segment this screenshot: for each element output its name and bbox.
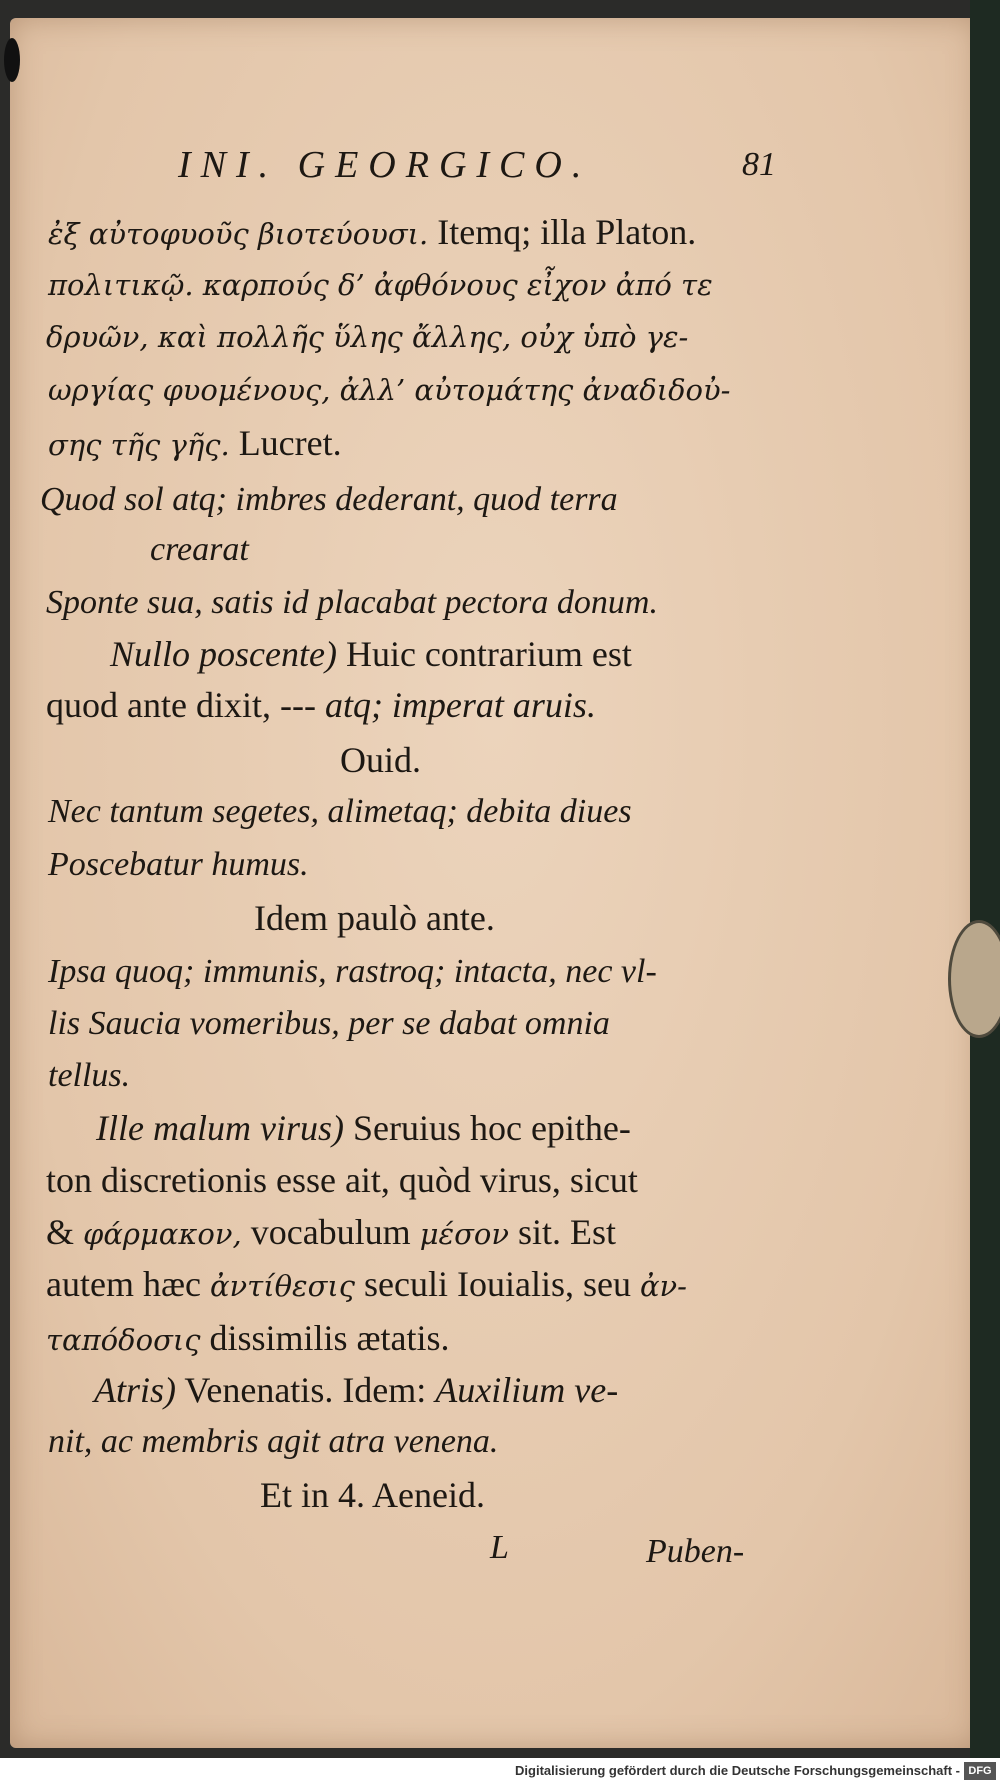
greek-line: ωργίας φυομένους, ἀλλ’ αὐτομάτης ἀναδιδοὐ- [48,373,731,407]
text-line [48,210,696,256]
greek-line: δρυῶν, καὶ πολλῆς ὕλης ἄλλης, οὐχ ὑπὸ γε- [46,320,689,354]
verse-line: lis Saucia vomeribus, per se dabat omnia [48,1005,610,1042]
lemma: Nullo poscente) [110,634,337,674]
lemma: Atris) [94,1370,177,1410]
book-page [10,18,978,1748]
verse-line: Poscebatur humus. [48,846,309,883]
text-line [46,1316,450,1362]
commentary-text: Seruius hoc epithe- [343,1108,631,1148]
commentary-text: dissimilis ætatis. [200,1318,450,1358]
latin-text: Lucret. [229,423,342,463]
commentary-text: vocabulum [241,1212,420,1252]
greek-text: ἐξ αὐτοφυοῦς βιοτεύουσι. [48,217,429,251]
source-citation: Idem paulò ante. [254,898,495,938]
commentary-text: quod ante dixit, --- [46,685,325,725]
digitization-footer [0,1758,1000,1785]
quotation: Auxilium ve- [435,1370,619,1410]
commentary-text: seculi Iouialis, seu [355,1264,640,1304]
quotation: atq; imperat aruis. [324,685,596,725]
verse-line: Nec tantum segetes, alimetaq; debita diues [48,793,632,830]
source-citation: Ouid. [340,740,421,780]
greek-text: ἀν- [639,1269,687,1303]
running-head: INI. GEORGICO. [178,144,592,186]
verse-line: Ipsa quoq; immunis, rastroq; intacta, nec vl- [48,953,657,990]
binding-hole [4,38,20,82]
text-line [46,683,596,727]
greek-text: σης τῆς γῆς. [48,428,230,462]
commentary-text: autem hæc [46,1264,210,1304]
commentary-text: Venenatis. Idem: [176,1370,436,1410]
verse-line: Sponte sua, satis id placabat pectora donum. [46,584,658,621]
source-citation: Et in 4. Aeneid. [260,1475,485,1515]
text-line [46,1210,616,1256]
greek-text: μέσον [419,1217,509,1251]
lemma: Ille malum virus) [96,1108,344,1148]
page-number: 81 [742,146,776,183]
greek-line: πολιτικῷ. καρπούς δ’ ἀφθόνους εἶχον ἀπό τε [48,268,713,302]
text-line [94,1368,618,1412]
text-line [96,1106,631,1150]
verse-line: Quod sol atq; imbres dederant, quod terra [40,481,618,518]
latin-text: Itemq; illa Platon. [428,212,697,252]
commentary-text: Huic contrarium est [336,634,632,674]
catchword: Puben- [646,1533,745,1570]
text-line [46,1262,687,1308]
book-cover-edge [970,0,1000,1785]
funding-credit: Digitalisierung gefördert durch die Deutsche Forschungsgemeinschaft - [515,1763,960,1778]
greek-text: ταπόδοσις [46,1323,201,1357]
text-line [110,632,632,676]
quotation-line: nit, ac membris agit atra venena. [48,1423,499,1460]
signature-mark: L [490,1529,509,1566]
commentary-text: & [46,1212,84,1252]
commentary-text: sit. Est [508,1212,616,1252]
commentary-line: ton discretionis esse ait, quòd virus, sicut [46,1160,638,1200]
text-line [48,421,342,467]
verse-line: crearat [150,531,249,568]
greek-text: ἀντίθεσις [209,1269,356,1303]
dfg-logo: DFG [964,1762,996,1780]
verse-line: tellus. [48,1057,131,1094]
greek-text: φάρμακον, [83,1217,242,1251]
